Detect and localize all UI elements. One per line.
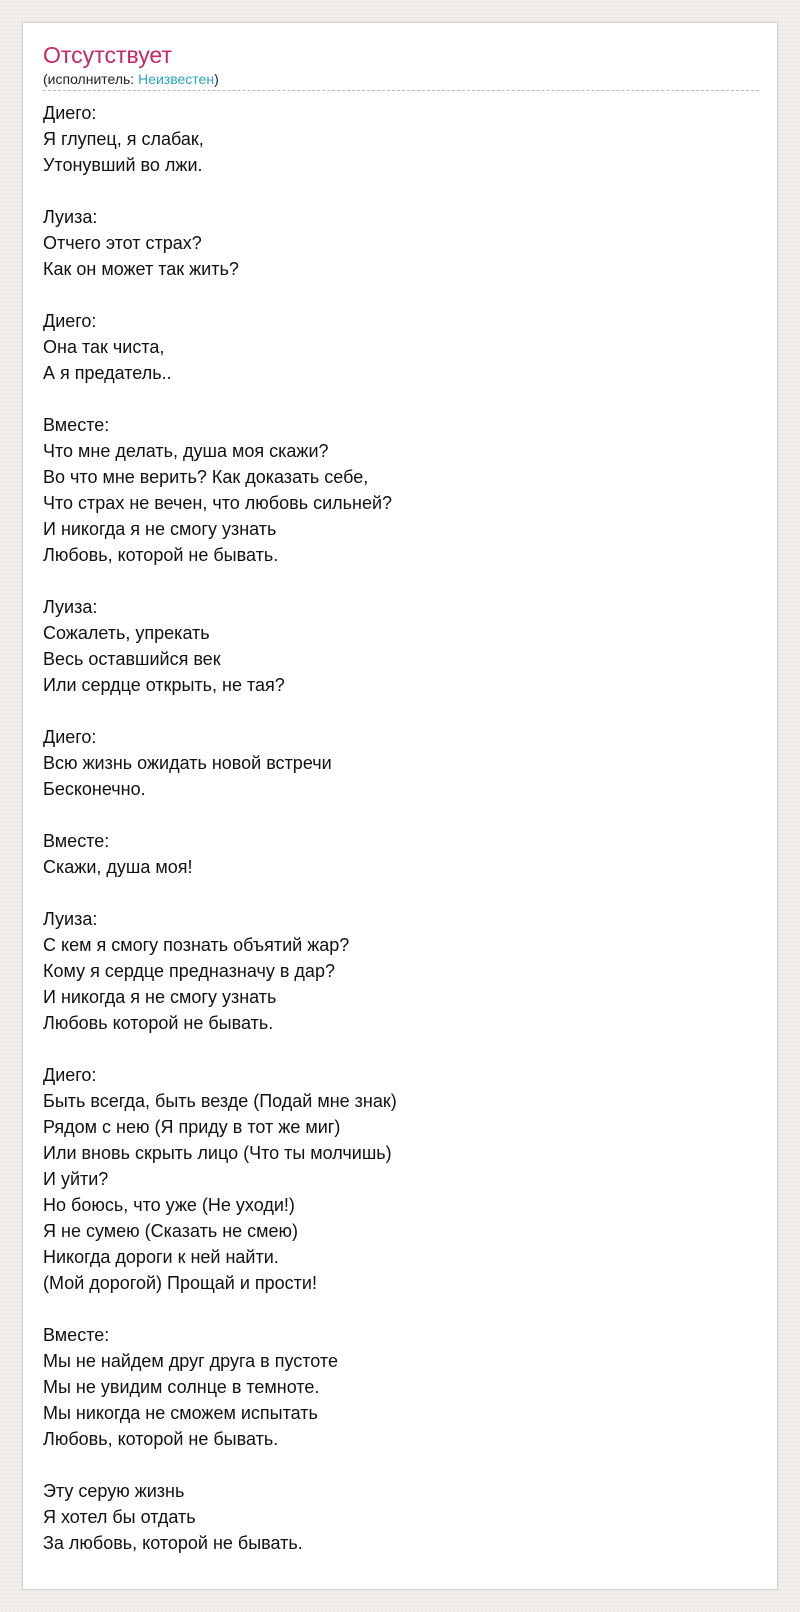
lyrics-content bbox=[43, 41, 759, 1556]
artist-link[interactable]: Неизвестен bbox=[138, 71, 215, 87]
artist-suffix: ) bbox=[214, 71, 219, 87]
song-title: Отсутствует bbox=[43, 42, 172, 68]
lyrics-card bbox=[22, 22, 778, 1590]
artist-prefix: (исполнитель: bbox=[43, 71, 139, 87]
artist-line bbox=[43, 70, 759, 91]
lyrics-text: Диего: Я глупец, я слабак, Утонувший во лжи. Луиза: Отчего этот страх? Как он может так жить? Диего: Она так чиста, А я предатель.. Вместе: Что мне делать, душа моя скажи? Во что мне верить? Как доказать себе, Что страх не вечен, что любовь сильней? И никогда я не смогу узнать Любовь, которой не бывать. Луиза: Сожалеть, упрекать Весь оставшийся век Или сердце открыть, не тая? Диего: Всю жизнь ожидать новой встречи Бесконечно. Вместе: Скажи, душа моя! Луиза: С кем я смогу познать объятий жар? Кому я сердце предназначу в дар? И никогда я не смогу узнать Любовь которой не бывать. Диего: Быть всегда, быть везде (Подай мне знак) Рядом с нею (Я приду в тот же миг) Или вновь скрыть лицо (Что ты молчишь) И уйти? Но боюсь, что уже (Не уходи!) Я не сумею (Сказать не смею) Никогда дороги к ней найти. (Мой дорогой) Прощай и прости! Вместе: Мы не найдем друг друга в пустоте Мы не увидим солнце в темноте. Мы никогда не сможем испытать Любовь, которой не бывать. Эту серую жизнь Я хотел бы отдать За любовь, которой не бывать. bbox=[43, 103, 397, 1553]
